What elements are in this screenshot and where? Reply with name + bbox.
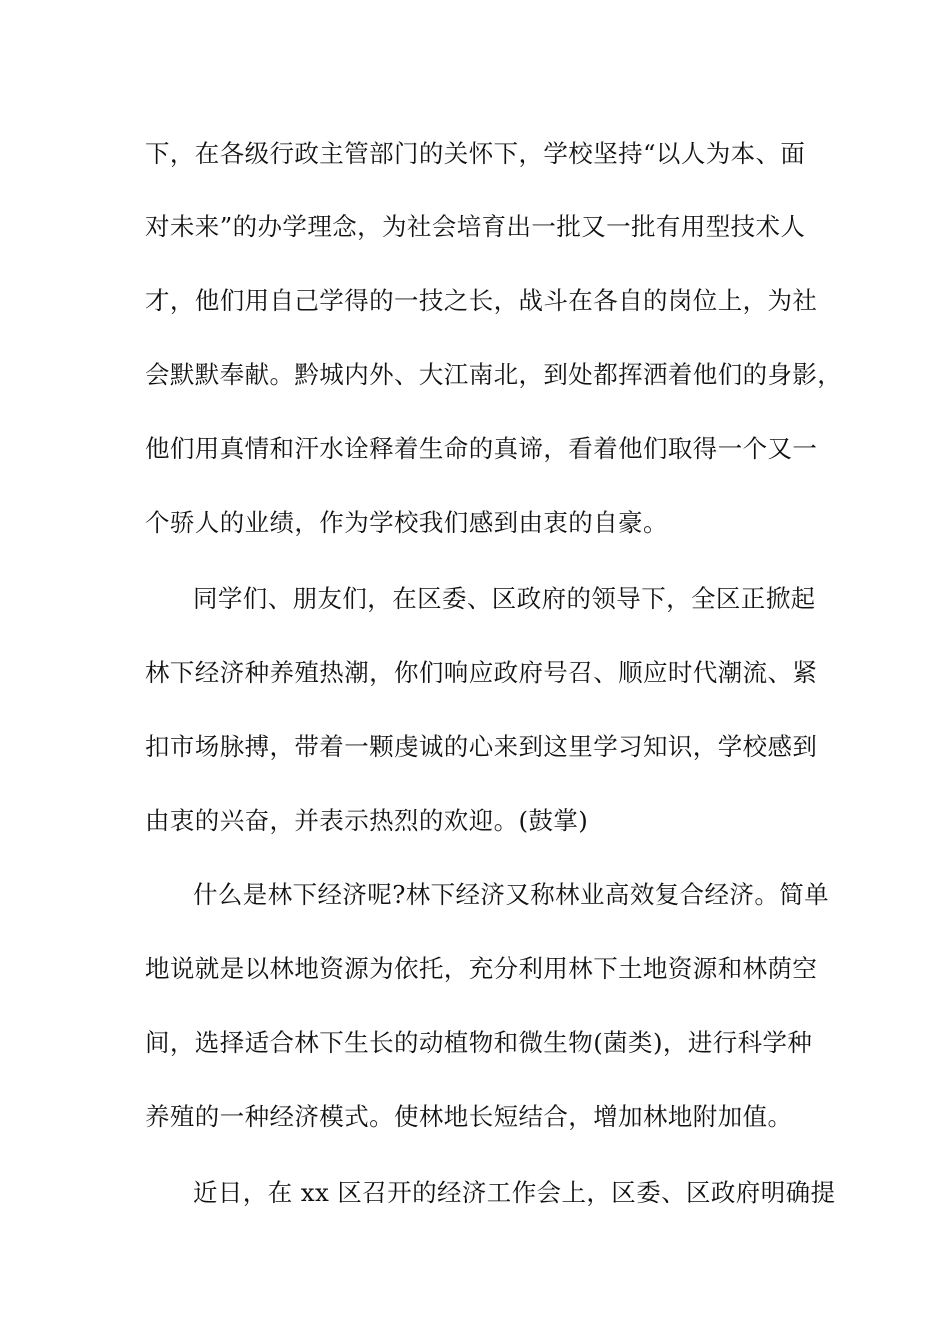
text-line: 扣市场脉搏，带着一颗虔诚的心来到这里学习知识，学校感到 <box>145 732 818 761</box>
text-line: 间，选择适合林下生长的动植物和微生物(菌类)，进行科学种 <box>145 1028 813 1057</box>
text-line: 林下经济种养殖热潮，你们响应政府号召、顺应时代潮流、紧 <box>145 658 818 687</box>
text-line: 他们用真情和汗水诠释着生命的真谛，看着他们取得一个又一 <box>145 434 818 463</box>
text-line: 下，在各级行政主管部门的关怀下，学校坚持“以人为本、面 <box>145 139 806 168</box>
text-line: 会默默奉献。黔城内外、大江南北，到处都挥洒着他们的身影， <box>145 360 843 389</box>
text-line: 才，他们用自己学得的一技之长，战斗在各自的岗位上，为社 <box>145 286 818 315</box>
text-line: 由衷的兴奋，并表示热烈的欢迎。(鼓掌) <box>145 806 589 835</box>
paragraph-first-line: 近日，在 xx 区召开的经济工作会上，区委、区政府明确提 <box>193 1178 836 1207</box>
paragraph-first-line: 同学们、朋友们，在区委、区政府的领导下，全区正掀起 <box>193 584 816 613</box>
text-line: 地说就是以林地资源为依托，充分利用林下土地资源和林荫空 <box>145 954 818 983</box>
paragraph-first-line: 什么是林下经济呢?林下经济又称林业高效复合经济。简单 <box>193 880 830 909</box>
text-line: 对未来”的办学理念，为社会培育出一批又一批有用型技术人 <box>145 212 806 241</box>
text-line: 个骄人的业绩，作为学校我们感到由衷的自豪。 <box>145 508 668 537</box>
text-line: 养殖的一种经济模式。使林地长短结合，增加林地附加值。 <box>145 1102 793 1131</box>
